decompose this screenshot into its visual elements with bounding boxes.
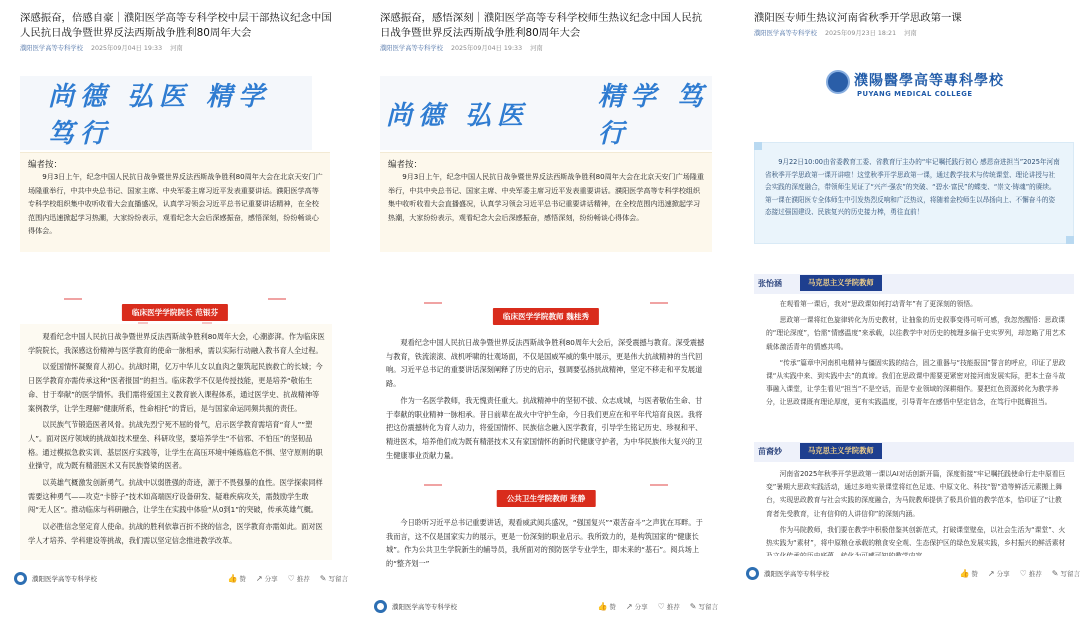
- thumb-up-icon: 👍: [227, 573, 238, 583]
- footer-account-name[interactable]: 濮阳医学高等专科学校: [32, 574, 97, 583]
- article-meta: [20, 43, 189, 52]
- section-title: 公共卫生学院教师 张静: [497, 490, 596, 507]
- editor-note-label: 编者按：: [388, 160, 423, 170]
- paragraph: 观看纪念中国人民抗日战争暨世界反法西斯战争胜利80周年大会后，深受震撼与教育。深受震撼与教育，铁流滚滚、战机呼啸的壮观场面，不仅是国威军威的集中展示，更是伟大抗战精神的当代回响。习近平总书记的重要讲话深刻阐释了历史的启示，强调要弘扬抗战精神，坚定不移走和平发展道路。: [386, 338, 705, 389]
- school-emblem-icon: [826, 70, 850, 94]
- recommend-button[interactable]: ♡ 推荐: [287, 573, 310, 583]
- paragraph: 作为一名医学教师，我无愧责任重大。抗战精神中的坚韧不拔、众志成城，与医者敬佑生命、甘于奉献的职业精神一脉相承。昔日前辈在战火中守护生命，今日我们更应在和平年代培育良医。我将把这份震撼转化为育人动力，将爱国情怀、民族信念融入医学教育，引导学生铭记历史、珍视和平、精进医术，培养他们成为既有精湛技术又有家国情怀的新时代健康守护者，为中华民族伟大复兴的卫生健康事业贡献力量。: [386, 395, 703, 460]
- thumb-up-icon: 👍: [597, 601, 608, 611]
- article-title: 濮阳医专师生热议河南省秋季开学思政第一课: [754, 12, 962, 24]
- paragraph: “传承”篇章中河南机电精神与僵固实践的结合，固之重器与“技能报国”誓言的呼应，印证了思政课“从实践中来、到实践中去”的真谛。我们在思政课中需要更紧密对接河南发展实际，把本土奋斗故事融入课堂，让学生看见“担当”不是空话，而是专业领域的深耕细作。要把红色资源转化为教学养分，让思政课既有理论厚度，更有实践温度，引导青年在感悟中坚定信念，在笃行中挺膺担当。: [766, 358, 1066, 407]
- speaker-tag: [754, 274, 1074, 294]
- account-logo-icon[interactable]: [14, 572, 27, 585]
- speaker-name: 苗裔妙: [758, 447, 782, 456]
- article-meta: [380, 43, 549, 52]
- ornament: [424, 484, 442, 492]
- like-button[interactable]: 👍 赞: [227, 573, 246, 583]
- section-title: 临床医学学院院长 范银芬: [122, 304, 228, 321]
- speaker-role: 马克思主义学院教师: [800, 443, 882, 459]
- intro-box: [754, 142, 1074, 244]
- speaker-text: [766, 298, 1066, 422]
- comment-icon: ✎: [1051, 568, 1059, 578]
- footer-account-name[interactable]: 濮阳医学高等专科学校: [764, 569, 829, 578]
- section-header: [380, 296, 712, 336]
- editor-note: [380, 152, 712, 252]
- motto-text: 尚德 弘医 精学 笃行: [48, 82, 271, 149]
- like-button[interactable]: 👍 赞: [597, 601, 616, 611]
- share-icon: ↗: [987, 568, 995, 578]
- comment-button[interactable]: ✎ 写留言: [689, 601, 718, 611]
- publish-location: 河南: [170, 45, 183, 52]
- comment-icon: ✎: [689, 601, 697, 611]
- section-text: [28, 330, 326, 560]
- paragraph: 以英雄气概激发创新勇气。抗战中以弱胜强的奇迹，源于不畏强暴的血性。医学探索同样需要这种勇气——攻克“卡脖子”技术如高端医疗设备研发、疑难疾病攻关，需鼓励学生敢闯“无人区”。推动临床与科研融合，让学生在实践中体验“从0到1”的突破，传承英雄气概。: [28, 478, 323, 515]
- recommend-button[interactable]: ♡ 推荐: [657, 601, 680, 611]
- publish-location: 河南: [530, 45, 543, 52]
- school-name-en: PUYANG MEDICAL COLLEGE: [857, 90, 973, 98]
- speaker-name: 张怡涵: [758, 279, 782, 288]
- article-panel-3[interactable]: [736, 0, 1080, 637]
- section-text: [386, 336, 708, 472]
- school-name-cn: 濮陽醫學高等專科學校: [854, 73, 1004, 89]
- editor-note-label: 编者按：: [28, 160, 63, 170]
- ornament: [650, 484, 668, 492]
- comment-button[interactable]: ✎ 写留言: [319, 573, 348, 583]
- article-footer: [14, 561, 348, 595]
- publish-date: 2025年09月04日 19:33: [90, 45, 163, 52]
- account-name[interactable]: 濮阳医学高等专科学校: [754, 30, 817, 37]
- paragraph: 以民族气节锻造医者风骨。抗战先烈宁死不屈的骨气，启示医学教育需培育“育人”“塑人”。面对医疗领域的挑战如技术壁垒、科研攻坚，要培养学生“不信邪、不怕压”的坚韧品格。通过模拟急救实训、基层医疗实践等，让学生在高压环境中锤炼临危不惧、坚守原则的职业操守，成为既有精湛医术又有民族脊梁的医者。: [28, 420, 323, 471]
- paragraph: 在观看第一课后，我对“思政课如何打动青年”有了更深刻的领悟。: [779, 300, 977, 308]
- section-title: 临床医学学院教师 魏桂秀: [493, 308, 599, 325]
- speaker-role: 马克思主义学院教师: [800, 275, 882, 291]
- article-title: 深感振奋，倍感自豪｜濮阳医学高等专科学校中层干部热议纪念中国人民抗日战争暨世界反法西斯战争胜利80周年大会: [20, 12, 332, 39]
- account-logo-icon[interactable]: [374, 600, 387, 613]
- share-icon: ↗: [255, 573, 263, 583]
- ornament: [424, 302, 442, 310]
- speaker-text: [766, 468, 1066, 558]
- editor-note-text: 9月3日上午，纪念中国人民抗日战争暨世界反法西斯战争胜利80周年大会在北京天安门广场隆重举行，中共中央总书记、国家主席、中央军委主席习近平发表重要讲话。濮阳医学高等专科学校组织集中收听收看大会直播盛况，认真学习领会习近平总书记重要讲话精神，在全校范围内迅速掀起学习热潮，大家纷纷表示，观看纪念大会后深感振奋，感悟深刻，纷纷畅谈心得体会。: [388, 172, 704, 222]
- section-header: [380, 478, 712, 518]
- paragraph: 观看纪念中国人民抗日战争暨世界反法西斯战争胜利80周年大会，心潮澎湃。作为临床医学院院长，我深感这份精神与医学教育的使命一脉相承，需以实际行动融入教书育人全过程。: [28, 332, 325, 355]
- school-logo-banner: [754, 46, 1070, 132]
- share-icon: ↗: [625, 601, 633, 611]
- article-meta: [754, 28, 923, 37]
- editor-note: [20, 152, 330, 252]
- account-name[interactable]: 濮阳医学高等专科学校: [20, 45, 83, 52]
- heart-icon: ♡: [1019, 568, 1027, 578]
- section-body: [20, 324, 332, 560]
- article-panel-2[interactable]: [366, 0, 718, 637]
- article-footer: [374, 589, 718, 623]
- article-panel-1[interactable]: [0, 0, 348, 637]
- account-name[interactable]: 濮阳医学高等专科学校: [380, 45, 443, 52]
- motto-text-left: 尚德 弘医: [386, 100, 530, 131]
- article-title: 深感振奋，感悟深刻｜濮阳医学高等专科学校师生热议纪念中国人民抗日战争暨世界反法西斯战争胜利80周年大会: [380, 12, 703, 39]
- comment-button[interactable]: ✎ 写留言: [1051, 568, 1080, 578]
- publish-date: 2025年09月23日 18:21: [824, 30, 897, 37]
- heart-icon: ♡: [287, 573, 295, 583]
- paragraph: 以必胜信念坚定育人使命。抗战的胜利依靠百折不挠的信念，医学教育亦需如此。面对医学人才培养、学科建设等挑战，我们需以坚定信念推进教学改革。: [28, 522, 323, 545]
- heart-icon: ♡: [657, 601, 665, 611]
- share-button[interactable]: ↗ 分享: [625, 601, 648, 611]
- paragraph: 今日聆听习近平总书记重要讲话，观看威武阅兵盛况，“强国复兴”“艰苦奋斗”之声犹在耳畔。于我而言，这不仅是国家实力的展示，更是一份深刻的职业启示。我所致力的，是构筑国家的“健康长城”。作为公共卫生学院新生的辅导员，我所面对的预防医学专业学生，即未来的“基石”。阅兵场上的“整齐划一”: [386, 518, 703, 569]
- paragraph: 河南省2025年秋季开学思政第一课以AI对话创新开篇，深度衔接“牢记嘱托践使命行走中原看巨变”暑期大思政实践活动，通过多地实景课堂将红色足迹、中原文化、科技“智”造等鲜活元素搬上舞台，实现思政教育与社会实践的深度融合，为马院教师提供了极具价值的教学范本，恰印证了“让教育者先受教育，让有信仰的人讲信仰”的深刻内涵。: [766, 470, 1066, 518]
- article-footer: [746, 556, 1080, 590]
- calligraphy-motto-banner: [380, 76, 712, 150]
- ornament: [650, 302, 668, 310]
- publish-date: 2025年09月04日 19:33: [450, 45, 523, 52]
- ornament: [268, 298, 286, 306]
- corner-ornament: [1066, 236, 1074, 244]
- like-button[interactable]: 👍 赞: [959, 568, 978, 578]
- paragraph: 思政第一课将红色旋律转化为历史教材，让抽象的历史叙事变得可听可感，我忽然醒悟：思政课的“理论深度”，恰需“情感温度”来承载，以往教学中对历史的梳理多偏于史实罗列，却忽略了用艺术载体激活青年的情感共鸣。: [766, 316, 1066, 351]
- editor-note-text: 9月3日上午，纪念中国人民抗日战争暨世界反法西斯战争胜利80周年大会在北京天安门广场隆重举行，中共中央总书记、国家主席、中央军委主席习近平发表重要讲话。濮阳医学高等专科学校组织集中收听收看大会直播盛况，认真学习领会习近平总书记重要讲话精神，在全校范围内迅速掀起学习热潮，大家纷纷表示，观看纪念大会后深感振奋，感悟深刻，纷纷畅谈心得体会。: [28, 172, 323, 236]
- share-button[interactable]: ↗ 分享: [987, 568, 1010, 578]
- calligraphy-motto-banner: [20, 76, 312, 150]
- thumb-up-icon: 👍: [959, 568, 970, 578]
- share-button[interactable]: ↗ 分享: [255, 573, 278, 583]
- publish-location: 河南: [904, 30, 917, 37]
- account-logo-icon[interactable]: [746, 567, 759, 580]
- intro-text: 9月22日10:00由省委教育工委、省教育厅主办的“牢记嘱托践行初心 感恩奋进担当”2025年河南省秋季开学思政第一课开讲啦！这堂秋季开学思政第一课，通过教学技术与传统课堂、理论讲授与社会实践的深度融合，带领师生见证了“兴产·强农”的突破、“碧水·富民”的蝶变、“崇文·铸魂”的赓续。第一课在濮阳医专全体师生中引发热烈反响和广泛热议，将随着金校师生以昂扬向上、不懈奋斗的姿态接过强国建设、民族复兴的历史接力棒，勇往直前！: [765, 158, 1060, 217]
- section-text: [386, 516, 708, 572]
- speaker-tag: [754, 442, 1074, 462]
- motto-text-right: 精学 笃行: [598, 82, 710, 149]
- corner-ornament: [754, 142, 762, 150]
- comment-icon: ✎: [319, 573, 327, 583]
- paragraph: 作为马院教师，我们要在教学中积极借鉴其创新范式，打破课堂壁垒，以社会生活为“课堂”、火热实践为“素材”，将中原粮仓承载的粮食安全观、生态保护区的绿色发展实践，乡村振兴的鲜活素材: [766, 525, 1066, 548]
- ornament: [64, 298, 82, 306]
- footer-account-name[interactable]: 濮阳医学高等专科学校: [392, 602, 457, 611]
- paragraph: 以爱国情怀凝聚育人初心。抗战时期，亿万中华儿女以血肉之躯筑起民族救亡的长城；今日医学教育亦需传承这种“医者报国”的担当。临床教学不仅是传授技能，更是培养“敬佑生命、甘于奉献”的医学情怀。我们需将爱国主义教育嵌入课程体系，通过医学史、抗战精神等案例教学，让学生理解“健康所系，性命相托”的背后，是与国家命运同频共振的责任。: [28, 362, 323, 413]
- recommend-button[interactable]: ♡ 推荐: [1019, 568, 1042, 578]
